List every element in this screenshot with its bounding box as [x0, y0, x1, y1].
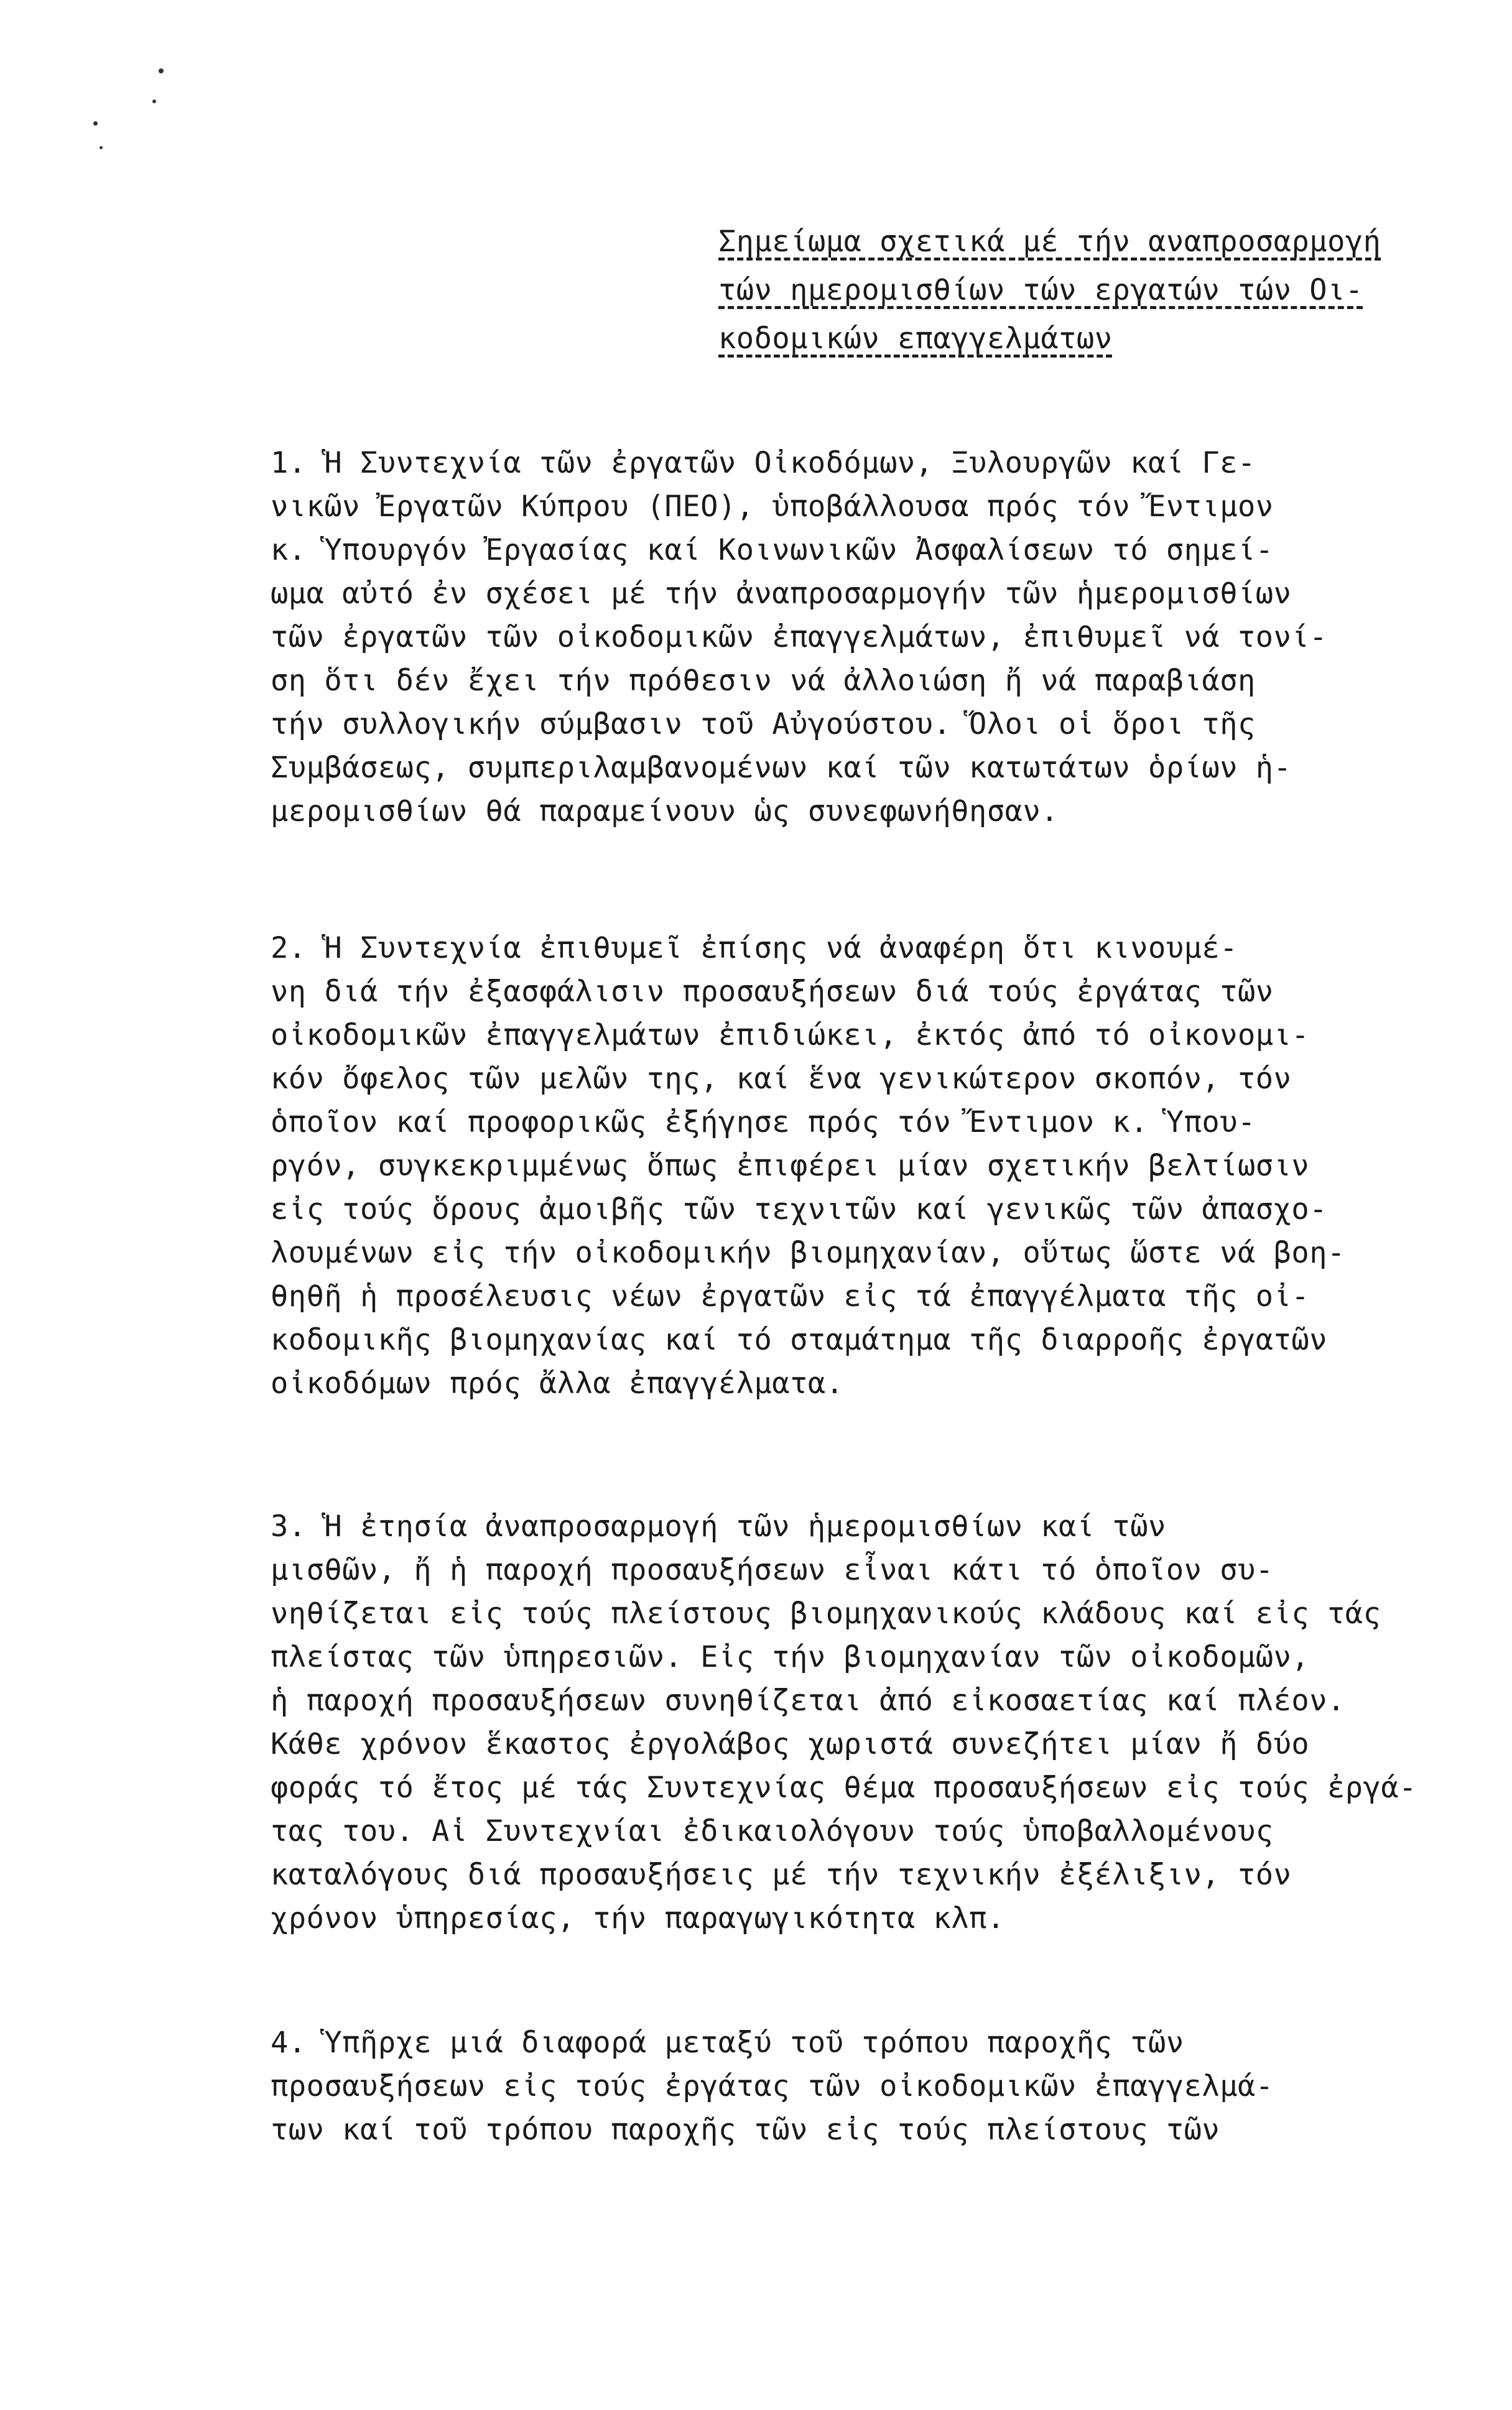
paragraph-3: [271, 1505, 1452, 1940]
title-line: κοδομικών επαγγελμάτων: [718, 322, 1113, 356]
paragraph-2: [271, 927, 1452, 1406]
text-line: μερομισθίων θά παραμείνουν ὡς συνεφωνήθησαν.: [271, 794, 1059, 828]
text-line: νικῶν Ἐργατῶν Κύπρου (ΠΕΟ), ὑποβάλλουσα πρός τόν Ἔντιμον: [271, 489, 1274, 524]
text-line: μισθῶν, ἤ ἡ παροχή προσαυξήσεων εἶναι κάτι τό ὁποῖον συ-: [271, 1553, 1274, 1587]
text-line: ωμα αὐτό ἐν σχέσει μέ τήν ἀναπροσαρμογήν τῶν ἡμερομισθίων: [271, 577, 1292, 611]
text-line: νηθίζεται εἰς τούς πλείστους βιομηχανικούς κλάδους καί εἰς τάς: [271, 1597, 1381, 1631]
text-line: τῶν ἐργατῶν τῶν οἰκοδομικῶν ἐπαγγελμάτων, ἐπιθυμεῖ νά τονί-: [271, 620, 1327, 654]
text-line: τας του. Αἱ Συντεχνίαι ἐδικαιολόγουν τούς ὑποβαλλομένους: [271, 1814, 1274, 1848]
text-line: ργόν, συγκεκριμμένως ὅπως ἐπιφέρει μίαν σχετικήν βελτίωσιν: [271, 1149, 1310, 1183]
text-line: 1. Ἡ Συντεχνία τῶν ἐργατῶν Οἰκοδόμων, Ξυλουργῶν καί Γε-: [271, 446, 1256, 480]
text-line: Κάθε χρόνον ἕκαστος ἐργολάβος χωριστά συνεζήτει μίαν ἤ δύο: [271, 1727, 1310, 1761]
text-line: προσαυξήσεων εἰς τούς ἐργάτας τῶν οἰκοδομικῶν ἐπαγγελμά-: [271, 2069, 1274, 2103]
text-line: 3. Ἡ ἐτησία ἀναπροσαρμογή τῶν ἡμερομισθίων καί τῶν: [271, 1509, 1166, 1544]
text-line: οἰκοδομικῶν ἐπαγγελμάτων ἐπιδιώκει, ἐκτός ἀπό τό οἰκονομι-: [271, 1018, 1310, 1052]
text-line: νη διά τήν ἐξασφάλισιν προσαυξήσεων διά τούς ἐργάτας τῶν: [271, 975, 1274, 1009]
paragraph-4: [271, 2021, 1452, 2152]
scan-speck: [93, 121, 98, 126]
text-line: ση ὅτι δέν ἔχει τήν πρόθεσιν νά ἀλλοιώση ἤ νά παραβιάση: [271, 664, 1256, 698]
scan-speck: [100, 146, 103, 149]
text-line: Συμβάσεως, συμπεριλαμβανομένων καί τῶν κατωτάτων ὁρίων ἡ-: [271, 751, 1292, 785]
text-line: θηθῆ ἡ προσέλευσις νέων ἐργατῶν εἰς τά ἐπαγγέλματα τῆς οἰ-: [271, 1279, 1310, 1314]
scan-speck: [159, 68, 164, 73]
text-line: 4. Ὑπῆρχε μιά διαφορά μεταξύ τοῦ τρόπου παροχῆς τῶν: [271, 2026, 1184, 2060]
text-line: λουμένων εἰς τήν οἰκοδομικήν βιομηχανίαν, οὕτως ὥστε νά βοη-: [271, 1236, 1345, 1270]
text-line: πλείστας τῶν ὑπηρεσιῶν. Εἰς τήν βιομηχανίαν τῶν οἰκοδομῶν,: [271, 1640, 1310, 1674]
text-line: ὁποῖον καί προφορικῶς ἐξήγησε πρός τόν Ἔντιμον κ. Ὑπου-: [271, 1105, 1256, 1139]
title-line: Σημείωμα σχετικά μέ τήν αναπροσαρμογή: [718, 225, 1381, 259]
text-line: κ. Ὑπουργόν Ἐργασίας καί Κοινωνικῶν Ἀσφαλίσεων τό σημεί-: [271, 533, 1274, 567]
text-line: εἰς τούς ὅρους ἀμοιβῆς τῶν τεχνιτῶν καί γενικῶς τῶν ἀπασχο-: [271, 1192, 1327, 1226]
text-line: φοράς τό ἔτος μέ τάς Συντεχνίας θέμα προσαυξήσεων εἰς τούς ἐργά-: [271, 1771, 1417, 1805]
text-line: 2. Ἡ Συντεχνία ἐπιθυμεῖ ἐπίσης νά ἀναφέρη ὅτι κινουμέ-: [271, 931, 1238, 965]
text-line: ἡ παροχή προσαυξήσεων συνηθίζεται ἀπό εἰκοσαετίας καί πλέον.: [271, 1684, 1345, 1718]
document-title: [718, 218, 1440, 363]
text-line: καταλόγους διά προσαυξήσεις μέ τήν τεχνικήν ἐξέλιξιν, τόν: [271, 1858, 1292, 1892]
title-line: τών ημερομισθίων τών εργατών τών Οι-: [718, 273, 1363, 307]
paragraph-1: [271, 442, 1452, 833]
text-line: τήν συλλογικήν σύμβασιν τοῦ Αὐγούστου. Ὅλοι οἱ ὅροι τῆς: [271, 707, 1256, 741]
text-line: των καί τοῦ τρόπου παροχῆς τῶν εἰς τούς πλείστους τῶν: [271, 2113, 1220, 2147]
text-line: οἰκοδόμων πρός ἄλλα ἐπαγγέλματα.: [271, 1366, 844, 1401]
text-line: χρόνον ὑπηρεσίας, τήν παραγωγικότητα κλπ.: [271, 1901, 1005, 1935]
scan-speck: [152, 100, 156, 103]
text-line: κόν ὄφελος τῶν μελῶν της, καί ἕνα γενικώτερον σκοπόν, τόν: [271, 1062, 1292, 1096]
text-line: κοδομικῆς βιομηχανίας καί τό σταμάτημα τῆς διαρροῆς ἐργατῶν: [271, 1323, 1327, 1357]
